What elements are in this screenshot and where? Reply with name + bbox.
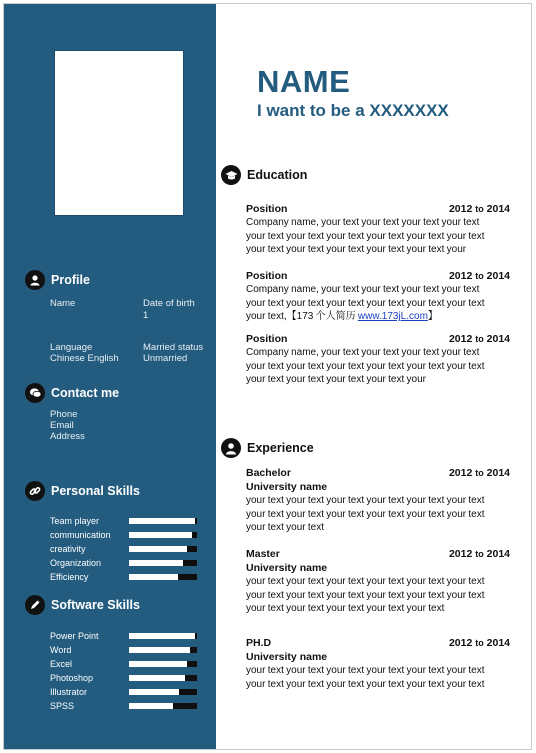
skill-label: Illustrator xyxy=(50,687,88,697)
skill-bar-fill xyxy=(129,675,185,681)
skill-bar xyxy=(129,703,197,709)
date-end: 2014 xyxy=(486,203,510,215)
person-icon xyxy=(25,270,45,290)
personal-skills-title: Personal Skills xyxy=(51,484,140,498)
date-start: 2012 xyxy=(448,270,473,282)
skill-bar xyxy=(129,675,197,681)
skill-label: Efficiency xyxy=(50,572,89,582)
candidate-name: NAME xyxy=(257,64,351,99)
website-link[interactable]: www.173jL.com xyxy=(357,311,428,323)
contact-address: Address xyxy=(50,431,85,442)
date-end: 2014 xyxy=(486,637,510,649)
date-end: 2014 xyxy=(486,467,510,479)
experience-title: Experience xyxy=(247,441,314,455)
entry-text: your text your text your text your text your text your text your text your text your text your text your text your text your text your text xyxy=(246,495,485,534)
skill-label: creativity xyxy=(50,544,86,554)
skill-label: Word xyxy=(50,645,72,655)
date-to: to xyxy=(475,271,484,281)
entry-title: Position xyxy=(246,333,288,345)
skill-bar-fill xyxy=(129,574,178,580)
skill-bar xyxy=(129,546,197,552)
skill-label: Excel xyxy=(50,659,73,669)
skill-bar xyxy=(129,633,197,639)
entry-text: Company name, your text your text your text your text your text your text your text your text your text your text your text your text your text your text your xyxy=(246,347,485,386)
skill-bar-fill xyxy=(129,661,187,667)
skill-bar-fill xyxy=(129,532,192,538)
skill-bar xyxy=(129,689,197,695)
date-to: to xyxy=(475,204,484,214)
personal-skills-heading xyxy=(25,480,140,502)
skill-bar-fill xyxy=(129,703,173,709)
contact-phone: Phone xyxy=(50,409,78,420)
entry-title: Bachelor xyxy=(246,467,291,479)
education-heading xyxy=(221,164,307,186)
entry-text: Company name, your text your text your text your text your text your text your text your text your text your text your text,【173 个人简历 xyxy=(246,284,485,323)
entry-subtitle: University name xyxy=(246,481,328,493)
entry-text-end: 】 xyxy=(427,311,438,323)
experience-entry xyxy=(246,548,510,616)
education-entry xyxy=(246,203,510,257)
entry-description xyxy=(246,346,510,387)
entry-header xyxy=(246,203,510,216)
entry-title: Master xyxy=(246,548,280,560)
entry-description xyxy=(246,494,510,535)
software-skills-title: Software Skills xyxy=(51,598,140,612)
entry-date xyxy=(449,270,510,283)
date-end: 2014 xyxy=(486,270,510,282)
entry-description xyxy=(246,216,510,257)
skill-bar xyxy=(129,532,197,538)
entry-header xyxy=(246,333,510,346)
entry-text: your text your text your text your text your text your text your text your text your text your text your text your text xyxy=(246,665,485,690)
education-entry xyxy=(246,270,510,324)
main-content xyxy=(216,4,531,749)
contact-heading xyxy=(25,382,119,404)
name-label: Name xyxy=(50,298,76,309)
entry-header xyxy=(246,270,510,283)
married-label: Married status xyxy=(143,342,204,353)
profile-title: Profile xyxy=(51,273,90,287)
education-title: Education xyxy=(247,168,308,182)
entry-date xyxy=(449,467,510,480)
entry-header xyxy=(246,548,510,561)
entry-date xyxy=(449,333,510,346)
skill-bar xyxy=(129,518,197,524)
date-start: 2012 xyxy=(448,548,473,560)
skill-label: communication xyxy=(50,530,111,540)
date-to: to xyxy=(475,638,484,648)
language-value: Chinese English xyxy=(50,353,119,364)
contact-email: Email xyxy=(50,420,74,431)
entry-header xyxy=(246,637,510,650)
entry-subtitle: University name xyxy=(246,651,328,663)
skill-label: SPSS xyxy=(50,701,75,711)
skill-bar-fill xyxy=(129,546,187,552)
skill-bar xyxy=(129,560,197,566)
entry-title: PH.D xyxy=(246,637,272,649)
skill-bar-fill xyxy=(129,560,183,566)
date-end: 2014 xyxy=(486,548,510,560)
link-icon xyxy=(25,481,45,501)
entry-title: Position xyxy=(246,270,288,282)
sidebar xyxy=(4,4,216,749)
entry-date xyxy=(449,548,510,561)
experience-entry xyxy=(246,467,510,535)
chat-icon xyxy=(25,383,45,403)
experience-entry xyxy=(246,637,510,691)
dob-label: Date of birth xyxy=(143,298,195,309)
experience-heading xyxy=(221,437,314,459)
date-to: to xyxy=(475,468,484,478)
date-start: 2012 xyxy=(448,333,473,345)
entry-text: Company name, your text your text your text your text your text your text your text your text your text your text your text your text your text your text your text your xyxy=(246,217,485,256)
photo-placeholder[interactable] xyxy=(54,50,184,216)
skill-bar xyxy=(129,647,197,653)
language-label: Language xyxy=(50,342,93,353)
profile-heading xyxy=(25,269,90,291)
married-value: Unmarried xyxy=(143,353,188,364)
skill-label: Photoshop xyxy=(50,673,94,683)
skill-label: Team player xyxy=(50,516,100,526)
skill-bar-fill xyxy=(129,633,195,639)
job-objective: I want to be a XXXXXXX xyxy=(257,101,449,120)
skill-label: Power Point xyxy=(50,631,99,641)
skill-bar xyxy=(129,574,197,580)
entry-subtitle: University name xyxy=(246,562,328,574)
skill-bar xyxy=(129,661,197,667)
skill-bar-fill xyxy=(129,689,179,695)
date-to: to xyxy=(475,549,484,559)
skill-label: Organization xyxy=(50,558,102,568)
education-entry xyxy=(246,333,510,387)
entry-description xyxy=(246,664,510,691)
entry-date xyxy=(449,203,510,216)
date-start: 2012 xyxy=(448,467,473,479)
skill-bar-fill xyxy=(129,647,190,653)
entry-description xyxy=(246,575,510,616)
date-to: to xyxy=(475,334,484,344)
entry-text: your text your text your text your text your text your text your text your text your text your text your text your text your text your text your text your text your text xyxy=(246,576,485,615)
date-start: 2012 xyxy=(448,637,473,649)
date-start: 2012 xyxy=(448,203,473,215)
date-end: 2014 xyxy=(486,333,510,345)
graduation-cap-icon xyxy=(221,165,241,185)
skill-bar-fill xyxy=(129,518,195,524)
dob-value: 1 xyxy=(143,310,149,321)
entry-date xyxy=(449,637,510,650)
software-skills-heading xyxy=(25,594,140,616)
resume-page xyxy=(3,3,532,750)
pencil-icon xyxy=(25,595,45,615)
entry-title: Position xyxy=(246,203,288,215)
entry-description xyxy=(246,283,510,324)
entry-header xyxy=(246,467,510,480)
contact-title: Contact me xyxy=(51,386,120,400)
student-icon xyxy=(221,438,241,458)
